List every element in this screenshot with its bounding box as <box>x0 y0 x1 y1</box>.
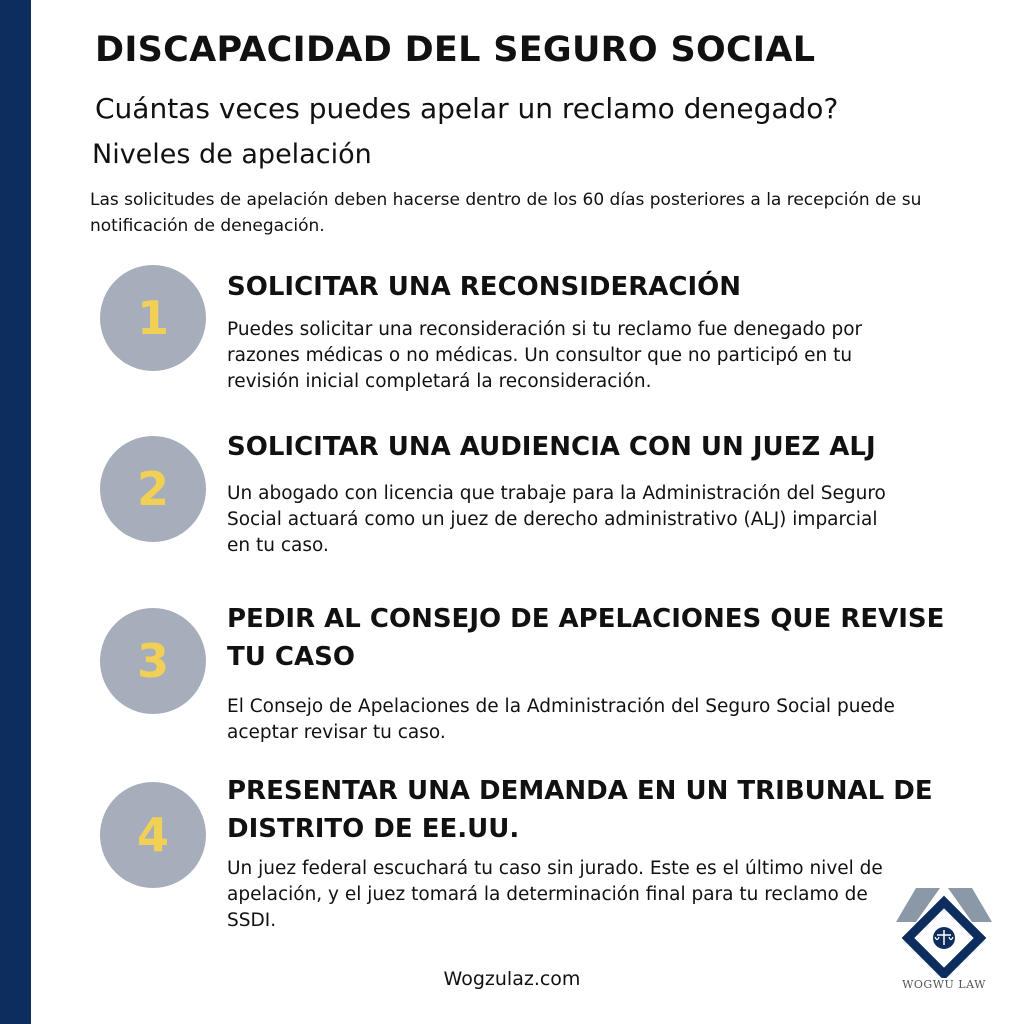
step-description: El Consejo de Apelaciones de la Administración del Seguro Social puede aceptar revisar tu caso. <box>227 696 895 743</box>
page-subtitle: Cuántas veces puedes apelar un reclamo denegado? <box>95 92 839 125</box>
logo-wordmark: WOGWU LAW <box>902 978 986 991</box>
wogwu-law-logo <box>888 880 1000 1000</box>
section-heading: Niveles de apelación <box>92 139 372 170</box>
step-number-badge: 3 <box>100 608 206 714</box>
step-number-badge: 2 <box>100 436 206 542</box>
website-footer: Wogzulaz.com <box>443 968 581 990</box>
step-description: Puedes solicitar una reconsideración si tu reclamo fue denegado por razones médicas o no médicas. Un consultor que no participó en tu revisión inicial completará la reconsideración. <box>227 319 863 392</box>
intro-paragraph: Las solicitudes de apelación deben hacerse dentro de los 60 días posteriores a la recepción de su notificación de denegación. <box>90 190 922 236</box>
step-title: PRESENTAR UNA DEMANDA EN UN TRIBUNAL DE DISTRITO DE EE.UU. <box>227 776 933 844</box>
page-title: DISCAPACIDAD DEL SEGURO SOCIAL <box>95 30 816 70</box>
step-number-badge: 1 <box>100 265 206 371</box>
diamond-scales-logo-icon <box>888 880 1000 978</box>
step-title: PEDIR AL CONSEJO DE APELACIONES QUE REVISE TU CASO <box>227 604 945 672</box>
step-title: SOLICITAR UNA RECONSIDERACIÓN <box>227 272 742 302</box>
sidebar-accent-bar <box>0 0 31 1024</box>
step-description: Un juez federal escuchará tu caso sin jurado. Este es el último nivel de apelación, y el juez tomará la determinación final para tu reclamo de SSDI. <box>227 858 883 931</box>
step-number-badge: 4 <box>100 782 206 888</box>
step-description: Un abogado con licencia que trabaje para la Administración del Seguro Social actuará como un juez de derecho administrativo (ALJ) imparcial en tu caso. <box>227 483 886 556</box>
step-title: SOLICITAR UNA AUDIENCIA CON UN JUEZ ALJ <box>227 432 876 462</box>
